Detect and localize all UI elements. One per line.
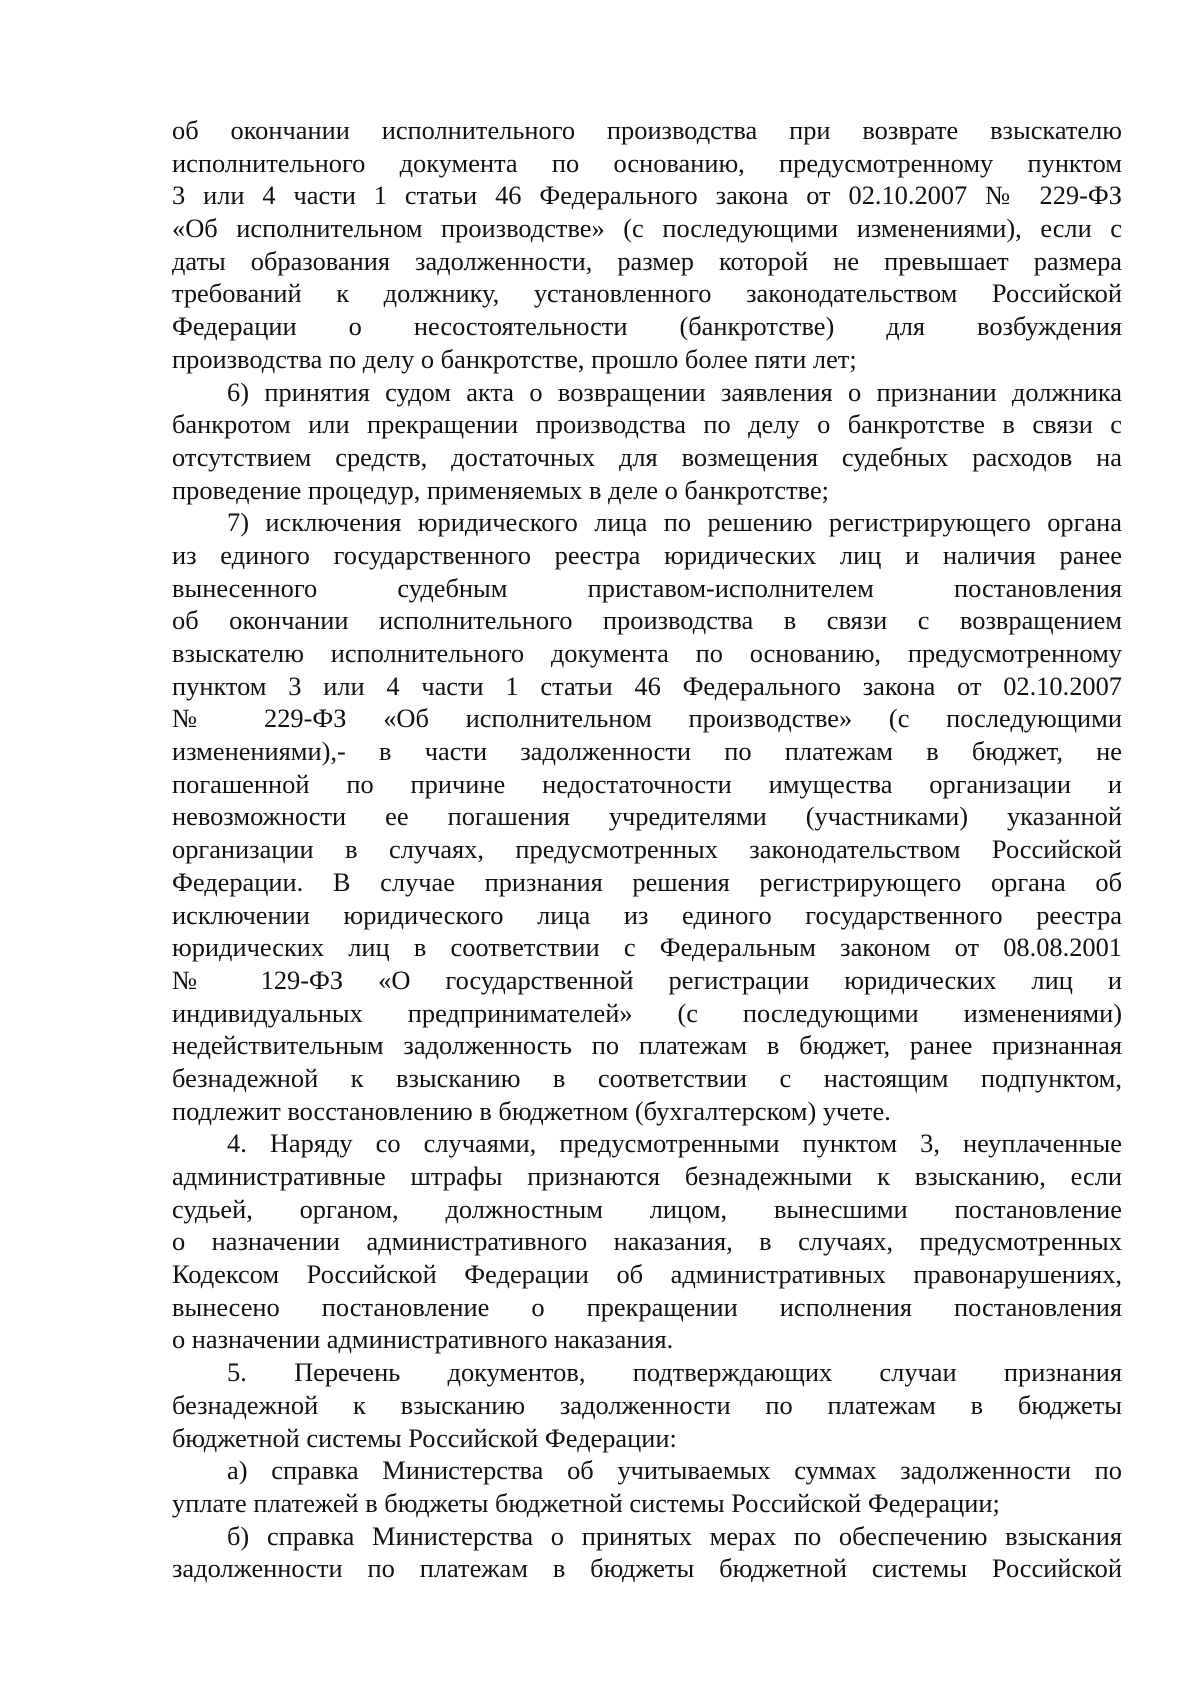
text-line: исключении юридического лица из единого государственного реестра bbox=[172, 899, 1122, 930]
paragraph bbox=[172, 114, 1122, 376]
text-line: безнадежной к взысканию задолженности по платежам в бюджеты bbox=[172, 1389, 1122, 1420]
text-line: подлежит восстановлению в бюджетном (бухгалтерском) учете. bbox=[172, 1095, 891, 1126]
text-line: погашенной по причине недостаточности имущества организации и bbox=[172, 768, 1122, 799]
text-line: даты образования задолженности, размер которой не превышает размера bbox=[172, 245, 1122, 276]
text-line: юридических лиц в соответствии с Федеральным законом от 08.08.2001 bbox=[172, 932, 1122, 963]
text-line: проведение процедур, применяемых в деле о банкротстве; bbox=[172, 474, 830, 505]
text-line: производства по делу о банкротстве, прошло более пяти лет; bbox=[172, 343, 857, 374]
text-line: б) справка Министерства о принятых мерах по обеспечению взыскания bbox=[227, 1520, 1122, 1551]
text-line: судьей, органом, должностным лицом, вынесшими постановление bbox=[172, 1193, 1122, 1224]
paragraph bbox=[172, 506, 1122, 1127]
text-line: «Об исполнительном производстве» (с последующими изменениями), если с bbox=[172, 213, 1122, 244]
text-line: вынесенного судебным приставом-исполнителем постановления bbox=[172, 572, 1122, 603]
text-line: изменениями),- в части задолженности по платежам в бюджет, не bbox=[172, 736, 1122, 767]
text-line: административные штрафы признаются безнадежными к взысканию, если bbox=[172, 1161, 1122, 1191]
document-body bbox=[172, 114, 1122, 1585]
text-line: 3 или 4 части 1 статьи 46 Федерального закона от 02.10.2007 № 229-ФЗ bbox=[172, 180, 1122, 211]
text-line: вынесено постановление о прекращении исполнения постановления bbox=[172, 1291, 1122, 1322]
text-line: недействительным задолженность по платежам в бюджет, ранее признанная bbox=[172, 1030, 1122, 1061]
text-line: невозможности ее погашения учредителями (участниками) указанной bbox=[172, 801, 1122, 832]
text-line: 7) исключения юридического лица по решению регистрирующего органа bbox=[227, 507, 1122, 538]
text-line: индивидуальных предпринимателей» (с последующими изменениями) bbox=[172, 997, 1122, 1028]
text-line: № 129-ФЗ «О государственной регистрации юридических лиц и bbox=[172, 964, 1122, 995]
text-line: 6) принятия судом акта о возвращении заявления о признании должника bbox=[227, 376, 1122, 407]
text-line: 4. Наряду со случаями, предусмотренными пунктом 3, неуплаченные bbox=[227, 1128, 1122, 1159]
paragraph bbox=[172, 376, 1122, 507]
text-line: Федерации. В случае признания решения регистрирующего органа об bbox=[172, 866, 1122, 897]
text-line: требований к должнику, установленного законодательством Российской bbox=[172, 278, 1122, 309]
text-line: № 229-ФЗ «Об исполнительном производстве» (с последующими bbox=[172, 703, 1122, 734]
text-line: о назначении административного наказания. bbox=[172, 1324, 674, 1355]
text-line: об окончании исполнительного производства в связи с возвращением bbox=[172, 605, 1122, 636]
text-line: пунктом 3 или 4 части 1 статьи 46 Федерального закона от 02.10.2007 bbox=[172, 670, 1122, 701]
paragraph bbox=[172, 1454, 1122, 1519]
text-line: задолженности по платежам в бюджеты бюджетной системы Российской bbox=[172, 1553, 1122, 1584]
text-line: об окончании исполнительного производства при возврате взыскателю bbox=[172, 115, 1122, 145]
paragraph bbox=[172, 1356, 1122, 1454]
text-line: безнадежной к взысканию в соответствии с настоящим подпунктом, bbox=[172, 1062, 1122, 1093]
text-line: 5. Перечень документов, подтверждающих случаи признания bbox=[227, 1357, 1122, 1388]
text-line: банкротом или прекращении производства по делу о банкротстве в связи с bbox=[172, 409, 1122, 440]
paragraph bbox=[172, 1520, 1122, 1585]
text-line: уплате платежей в бюджеты бюджетной системы Российской Федерации; bbox=[172, 1487, 1000, 1518]
text-line: исполнительного документа по основанию, предусмотренному пунктом bbox=[172, 147, 1122, 178]
text-line: из единого государственного реестра юридических лиц и наличия ранее bbox=[172, 539, 1122, 570]
text-line: Федерации о несостоятельности (банкротстве) для возбуждения bbox=[172, 311, 1122, 342]
text-line: взыскателю исполнительного документа по основанию, предусмотренному bbox=[172, 638, 1122, 668]
text-line: бюджетной системы Российской Федерации: bbox=[172, 1422, 677, 1453]
text-line: о назначении административного наказания, в случаях, предусмотренных bbox=[172, 1226, 1122, 1257]
text-line: Кодексом Российской Федерации об административных правонарушениях, bbox=[172, 1259, 1122, 1290]
paragraph bbox=[172, 1127, 1122, 1356]
text-line: а) справка Министерства об учитываемых суммах задолженности по bbox=[227, 1455, 1122, 1486]
text-line: организации в случаях, предусмотренных законодательством Российской bbox=[172, 834, 1122, 865]
text-line: отсутствием средств, достаточных для возмещения судебных расходов на bbox=[172, 441, 1122, 472]
